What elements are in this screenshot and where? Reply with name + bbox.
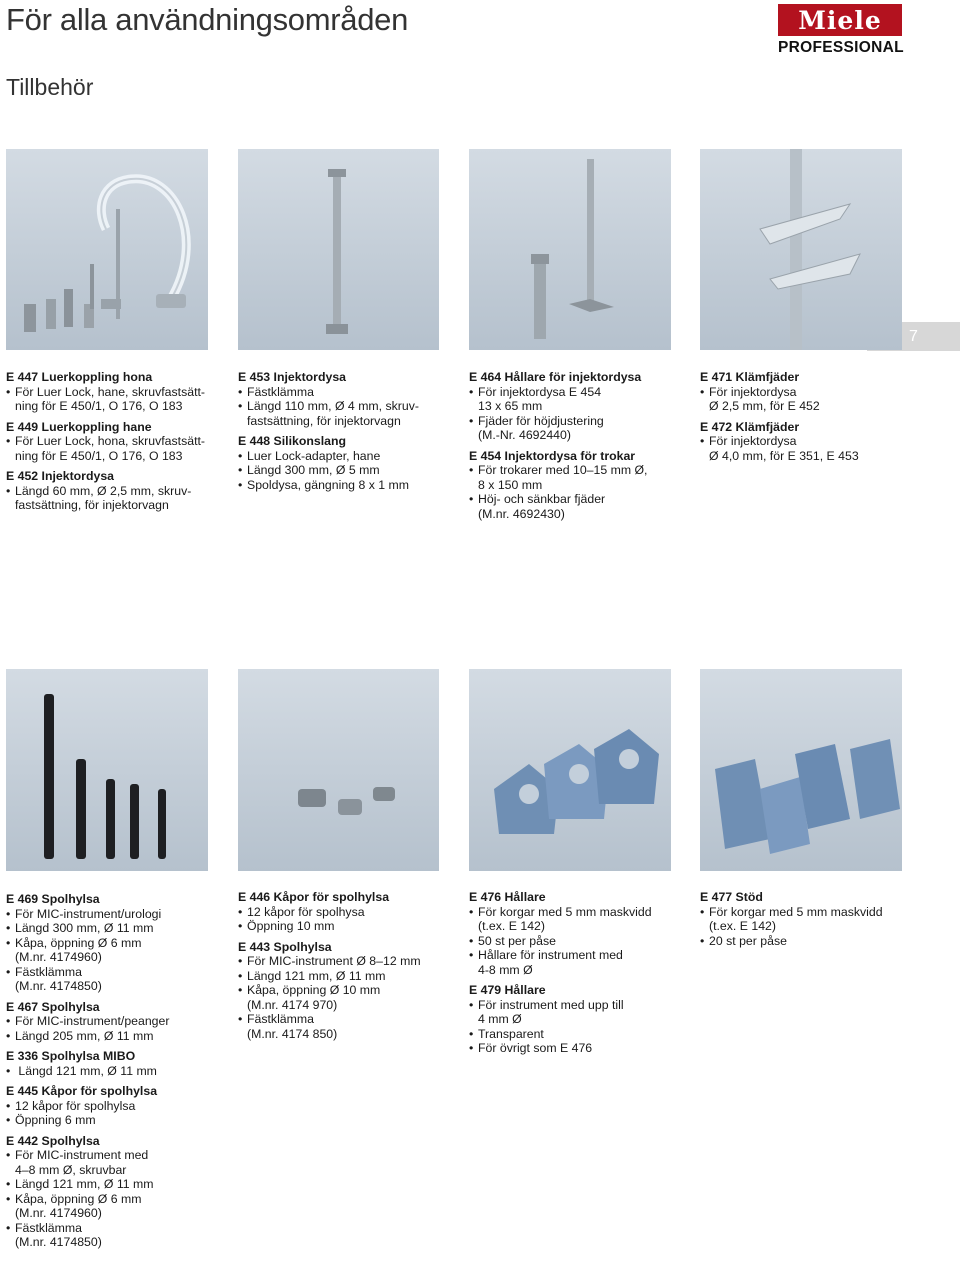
spec-continuation: (M.nr. 4174850) [15, 1235, 102, 1249]
spec-bullet: • Fästklämma [238, 385, 458, 400]
spec-bullet: • Hållare för instrument med [469, 948, 691, 963]
photo-caps [238, 669, 439, 871]
column-bottom-2 [238, 890, 460, 1047]
spec-bullet: • För injektordysa E 454 [469, 385, 689, 400]
product-entry [469, 370, 689, 443]
caps-illustration [238, 669, 439, 871]
spec-bullet: • För instrument med upp till [469, 998, 691, 1013]
spec-bullet: • För Luer Lock, hane, skruvfastsätt- [6, 385, 226, 400]
spec-bullet: • För trokarer med 10–15 mm Ø, [469, 463, 689, 478]
product-title: E 454 Injektordysa för trokar [469, 448, 636, 463]
section-title: Tillbehör [6, 74, 94, 100]
product-specs [6, 1099, 228, 1128]
spec-continuation: 4-8 mm Ø [478, 962, 533, 977]
product-specs [238, 385, 458, 429]
spec-bullet: • För korgar med 5 mm maskvidd [469, 905, 691, 920]
spec-bullet: • För MIC-instrument/urologi [6, 907, 228, 922]
miele-logo [778, 4, 902, 57]
spec-continuation: Ø 2,5 mm, för E 452 [709, 399, 820, 413]
column-top-2 [238, 370, 458, 498]
product-title: E 464 Hållare för injektordysa [469, 370, 642, 384]
page-title: För alla användningsområden [6, 2, 409, 37]
spec-bullet: • Längd 205 mm, Ø 11 mm [6, 1029, 228, 1044]
spec-bullet: • Längd 60 mm, Ø 2,5 mm, skruv- [6, 484, 226, 499]
product-entry [6, 469, 226, 513]
column-bottom-4 [700, 890, 922, 954]
product-specs [6, 385, 226, 414]
product-entry [6, 1084, 228, 1128]
spec-continuation: fastsättning, för injektorvagn [247, 413, 401, 428]
photo-holders [469, 669, 671, 871]
spec-bullet: • Fästklämma [6, 1221, 228, 1236]
spec-continuation: ning för E 450/1, O 176, O 183 [15, 399, 183, 413]
spec-bullet: • Längd 300 mm, Ø 11 mm [6, 921, 228, 936]
product-entry [6, 892, 228, 994]
spec-bullet: • För MIC-instrument Ø 8–12 mm [238, 954, 460, 969]
spec-bullet: • Fästklämma [6, 965, 228, 980]
spec-continuation: fastsättning, för injektorvagn [15, 498, 169, 512]
product-specs [469, 905, 691, 978]
product-title: E 448 Silikonslang [238, 434, 346, 448]
product-entry [238, 370, 458, 428]
spec-continuation: 8 x 150 mm [478, 477, 543, 492]
column-bottom-1 [6, 892, 228, 1256]
spec-bullet: • För korgar med 5 mm maskvidd [700, 905, 922, 920]
product-specs [238, 905, 460, 934]
logo-sub: PROFESSIONAL [778, 39, 904, 56]
product-entry [238, 940, 460, 1042]
spec-continuation: 4 mm Ø [478, 1012, 522, 1026]
product-title: E 445 Kåpor för spolhylsa [6, 1084, 158, 1098]
spec-bullet: • För Luer Lock, hona, skruvfastsätt- [6, 434, 226, 449]
photo-rinse-sleeves [6, 669, 208, 871]
product-title: E 453 Injektordysa [238, 370, 346, 384]
injector-nozzle-illustration [238, 149, 439, 350]
holders-illustration [469, 669, 671, 871]
holder-illustration [469, 149, 671, 350]
product-entry [469, 890, 691, 977]
product-entry [700, 420, 920, 464]
spec-continuation: (t.ex. E 142) [478, 919, 545, 933]
clamp-springs-illustration [700, 149, 902, 350]
spec-continuation: (M.nr. 4174960) [15, 1206, 102, 1220]
spec-continuation: (M.nr. 4174850) [15, 979, 102, 993]
product-title: E 452 Injektordysa [6, 469, 114, 483]
product-specs [238, 449, 458, 493]
product-entry [469, 449, 689, 522]
column-bottom-3 [469, 890, 691, 1062]
supports-illustration [700, 669, 902, 871]
spec-bullet: • 12 kåpor för spolhysa [238, 905, 460, 920]
spec-bullet: • Kåpa, öppning Ø 6 mm [6, 936, 228, 951]
spec-bullet: • 20 st per påse [700, 934, 922, 949]
spec-continuation: (t.ex. E 142) [709, 919, 776, 933]
product-specs [700, 434, 920, 463]
product-specs [6, 907, 228, 994]
product-title: E 477 Stöd [700, 890, 763, 904]
product-title: E 446 Kåpor för spolhylsa [238, 890, 390, 904]
spec-bullet: • Kåpa, öppning Ø 6 mm [6, 1192, 228, 1207]
photo-luer-couplings [6, 149, 208, 350]
product-title: E 442 Spolhylsa [6, 1133, 100, 1148]
product-title: E 469 Spolhylsa [6, 892, 100, 906]
page-tab: 7 [867, 322, 960, 351]
product-title: E 479 Hållare [469, 983, 546, 997]
spec-bullet: • För injektordysa [700, 385, 920, 400]
spec-continuation: 13 x 65 mm [478, 399, 543, 413]
photo-clamp-springs [700, 149, 902, 350]
product-title: E 471 Klämfjäder [700, 370, 800, 384]
logo-box [778, 4, 902, 36]
product-entry [6, 420, 226, 464]
product-specs [700, 905, 922, 949]
spec-bullet: • 50 st per påse [469, 934, 691, 949]
spec-continuation: (M.nr. 4174960) [15, 950, 102, 964]
photo-holder [469, 149, 671, 350]
product-specs [6, 1148, 228, 1250]
spec-continuation: 4–8 mm Ø, skruvbar [15, 1162, 127, 1177]
spec-bullet: • Spoldysa, gängning 8 x 1 mm [238, 478, 458, 493]
product-specs [6, 434, 226, 463]
column-top-4 [700, 370, 920, 469]
spec-bullet: • Transparent [469, 1027, 691, 1042]
product-entry [700, 370, 920, 414]
photo-injector-nozzle [238, 149, 439, 350]
product-specs [469, 998, 691, 1056]
product-title: E 467 Spolhylsa [6, 999, 100, 1014]
spec-bullet: • Fästklämma [238, 1012, 460, 1027]
rinse-sleeves-illustration [6, 669, 208, 871]
spec-bullet: • Längd 121 mm, Ø 11 mm [6, 1177, 228, 1192]
spec-bullet: • För MIC-instrument med [6, 1148, 228, 1163]
spec-bullet: • 12 kåpor för spolhylsa [6, 1099, 228, 1114]
product-title: E 336 Spolhylsa MIBO [6, 1049, 136, 1063]
column-top-3 [469, 370, 689, 527]
spec-bullet: • Öppning 10 mm [238, 919, 460, 934]
product-entry [700, 890, 922, 948]
spec-continuation: (M.nr. 4174 850) [247, 1026, 338, 1041]
product-title: E 449 Luerkoppling hane [6, 419, 152, 434]
product-entry [238, 890, 460, 934]
product-specs [469, 463, 689, 521]
product-specs [6, 484, 226, 513]
spec-continuation: Ø 4,0 mm, för E 351, E 453 [709, 448, 859, 463]
product-specs [238, 954, 460, 1041]
luer-couplings-illustration [6, 149, 208, 350]
spec-continuation: ning för E 450/1, O 176, O 183 [15, 448, 183, 463]
product-specs [6, 1014, 228, 1043]
product-title: E 447 Luerkoppling hona [6, 370, 153, 384]
product-entry [6, 1000, 228, 1044]
product-title: E 476 Hållare [469, 890, 546, 904]
product-specs [700, 385, 920, 414]
product-entry [6, 1049, 228, 1078]
spec-bullet: • Längd 121 mm, Ø 11 mm [6, 1064, 228, 1079]
product-entry [6, 370, 226, 414]
logo-brand: Miele [798, 5, 882, 35]
spec-continuation: (M.-Nr. 4692440) [478, 428, 571, 442]
photo-supports [700, 669, 902, 871]
product-specs [6, 1064, 228, 1079]
column-top-1 [6, 370, 226, 519]
spec-bullet: • Längd 300 mm, Ø 5 mm [238, 463, 458, 478]
spec-bullet: • Fjäder för höjdjustering [469, 414, 689, 429]
product-title: E 443 Spolhylsa [238, 939, 332, 954]
product-title: E 472 Klämfjäder [700, 419, 800, 434]
product-entry [469, 983, 691, 1056]
spec-bullet: • För injektordysa [700, 434, 920, 449]
spec-bullet: • För övrigt som E 476 [469, 1041, 691, 1056]
spec-bullet: • Längd 110 mm, Ø 4 mm, skruv- [238, 399, 458, 414]
spec-bullet: • Kåpa, öppning Ø 10 mm [238, 983, 460, 998]
product-specs [469, 385, 689, 443]
spec-bullet: • Höj- och sänkbar fjäder [469, 492, 689, 507]
product-entry [6, 1134, 228, 1250]
spec-bullet: • Öppning 6 mm [6, 1113, 228, 1128]
spec-bullet: • För MIC-instrument/peanger [6, 1014, 228, 1029]
spec-continuation: (M.nr. 4174 970) [247, 997, 338, 1012]
spec-bullet: • Längd 121 mm, Ø 11 mm [238, 969, 460, 984]
spec-bullet: • Luer Lock-adapter, hane [238, 449, 458, 464]
product-entry [238, 434, 458, 492]
spec-continuation: (M.nr. 4692430) [478, 506, 565, 521]
